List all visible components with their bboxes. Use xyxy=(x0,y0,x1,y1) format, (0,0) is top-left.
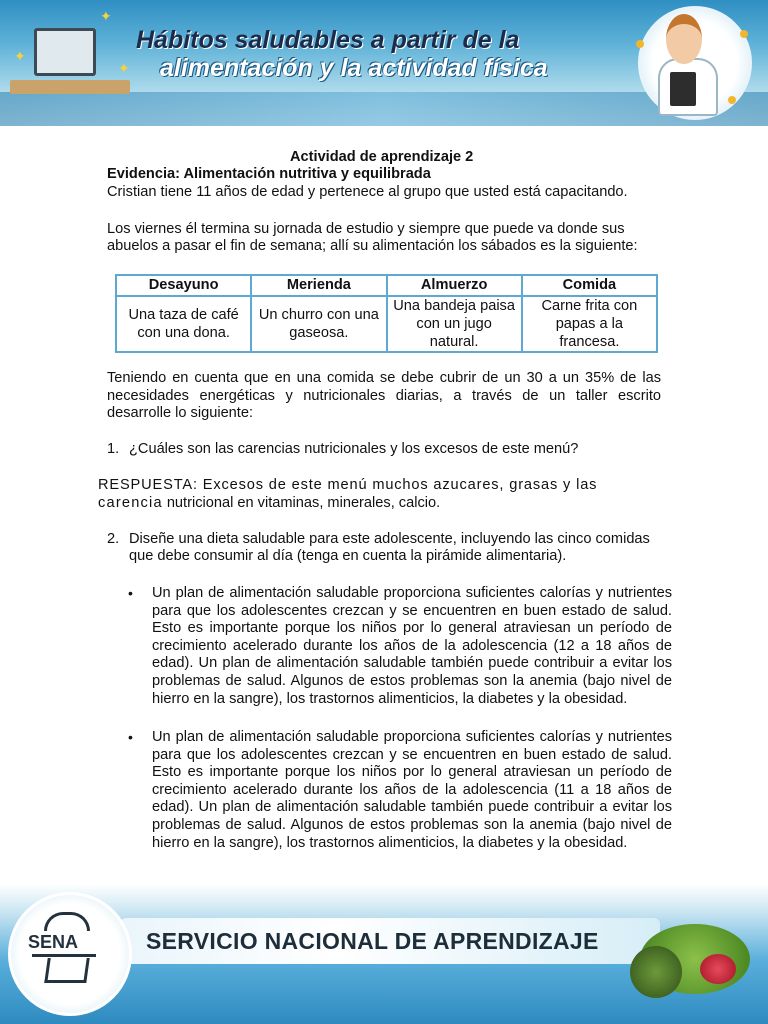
table-header-almuerzo: Almuerzo xyxy=(387,275,522,296)
bullet2-text: Un plan de alimentación saludable proporciona suficientes calorías y nutrientes para que los adolescentes crezcan y se encuentren en buen estado de salud. Esto es importante porque los niños por lo general atraviesan un período de crecimiento acelerado durante los años de la adolescencia (11 a 18 años de edad). Un plan de alimentación saludable también puede contribuir a evitar los problemas de salud. Algunos de estos problemas son la anemia (bajo nivel de hierro en la sangre), los trastornos alimenticios, la diabetes y la obesidad. xyxy=(152,729,672,851)
sparkle-icon: ✦ xyxy=(100,8,112,24)
table-header-row xyxy=(116,275,657,296)
table-row xyxy=(116,296,657,352)
nurse-head-illustration xyxy=(666,14,702,64)
artichoke-icon xyxy=(630,946,682,998)
table-cell-merienda: Un churro con una gaseosa. xyxy=(251,296,386,352)
table-header-comida: Comida xyxy=(522,275,657,296)
answer-line2-rest: nutricional en vitaminas, minerales, calcio. xyxy=(162,495,441,511)
table-cell-almuerzo: Una bandeja paisa con un jugo natural. xyxy=(387,296,522,352)
question1-text: ¿Cuáles son las carencias nutricionales y los excesos de este menú? xyxy=(129,441,579,457)
bullet-icon: • xyxy=(128,585,133,601)
header-banner xyxy=(0,0,768,126)
question1-number: 1. xyxy=(107,441,120,457)
molecule-dot-icon xyxy=(728,96,736,104)
activity-title: Actividad de aprendizaje 2 xyxy=(290,149,474,165)
desk-illustration xyxy=(10,80,130,94)
paragraph1-line2: abuelos a pasar el fin de semana; allí su alimentación los sábados es la siguiente: xyxy=(107,238,638,254)
sena-logo-arms-icon xyxy=(32,954,96,957)
question2-number: 2. xyxy=(107,531,120,547)
header-title-line1: Hábitos saludables a partir de la xyxy=(136,26,520,54)
table-cell-desayuno: Una taza de café con una dona. xyxy=(116,296,251,352)
table-header-desayuno: Desayuno xyxy=(116,275,251,296)
header-title-line2: alimentación y la actividad física xyxy=(160,54,548,82)
bullet-icon: • xyxy=(128,729,133,745)
clipboard-icon xyxy=(670,72,696,106)
footer-banner xyxy=(0,884,768,1024)
molecule-dot-icon xyxy=(740,30,748,38)
sena-logo-legs-icon xyxy=(44,958,90,983)
menu-table xyxy=(115,274,658,353)
sparkle-icon: ✦ xyxy=(14,48,26,64)
sparkle-icon: ✦ xyxy=(118,60,130,76)
footer-title: SERVICIO NACIONAL DE APRENDIZAJE xyxy=(146,928,599,954)
answer-line2 xyxy=(98,495,440,513)
paragraph2: Teniendo en cuenta que en una comida se debe cubrir de un 30 a un 35% de las necesidades energéticas y nutricionales diarias, a través de un taller escrito desarrolle lo siguiente: xyxy=(107,370,661,422)
sena-logo-text: SENA xyxy=(28,932,79,952)
bullet1-text: Un plan de alimentación saludable proporciona suficientes calorías y nutrientes para que los adolescentes crezcan y se encuentren en buen estado de salud. Esto es importante porque los niños por lo general atraviesan un período de crecimiento acelerado durante los años de la adolescencia (12 a 18 años de edad). Un plan de alimentación saludable también puede contribuir a evitar los problemas de salud. Algunos de estos problemas son la anemia (bajo nivel de hierro en la sangre), los trastornos alimenticios, la diabetes y la obesidad. xyxy=(152,585,672,707)
question2-line1: Diseñe una dieta saludable para este adolescente, incluyendo las cinco comidas xyxy=(129,531,650,547)
radish-icon xyxy=(700,954,736,984)
table-cell-comida: Carne frita con papas a la francesa. xyxy=(522,296,657,352)
answer-line1: RESPUESTA: Excesos de este menú muchos azucares, grasas y las xyxy=(98,477,598,493)
table-header-merienda: Merienda xyxy=(251,275,386,296)
intro-line: Cristian tiene 11 años de edad y pertenece al grupo que usted está capacitando. xyxy=(107,184,628,200)
paragraph1-line1: Los viernes él termina su jornada de estudio y siempre que puede va donde sus xyxy=(107,221,625,237)
monitor-icon xyxy=(34,28,96,76)
evidence-title: Evidencia: Alimentación nutritiva y equilibrada xyxy=(107,166,431,182)
molecule-dot-icon xyxy=(636,40,644,48)
answer-line2-spaced: carencia xyxy=(98,495,163,511)
question2-line2: que debe consumir al día (tenga en cuenta la pirámide alimentaria). xyxy=(129,548,567,564)
